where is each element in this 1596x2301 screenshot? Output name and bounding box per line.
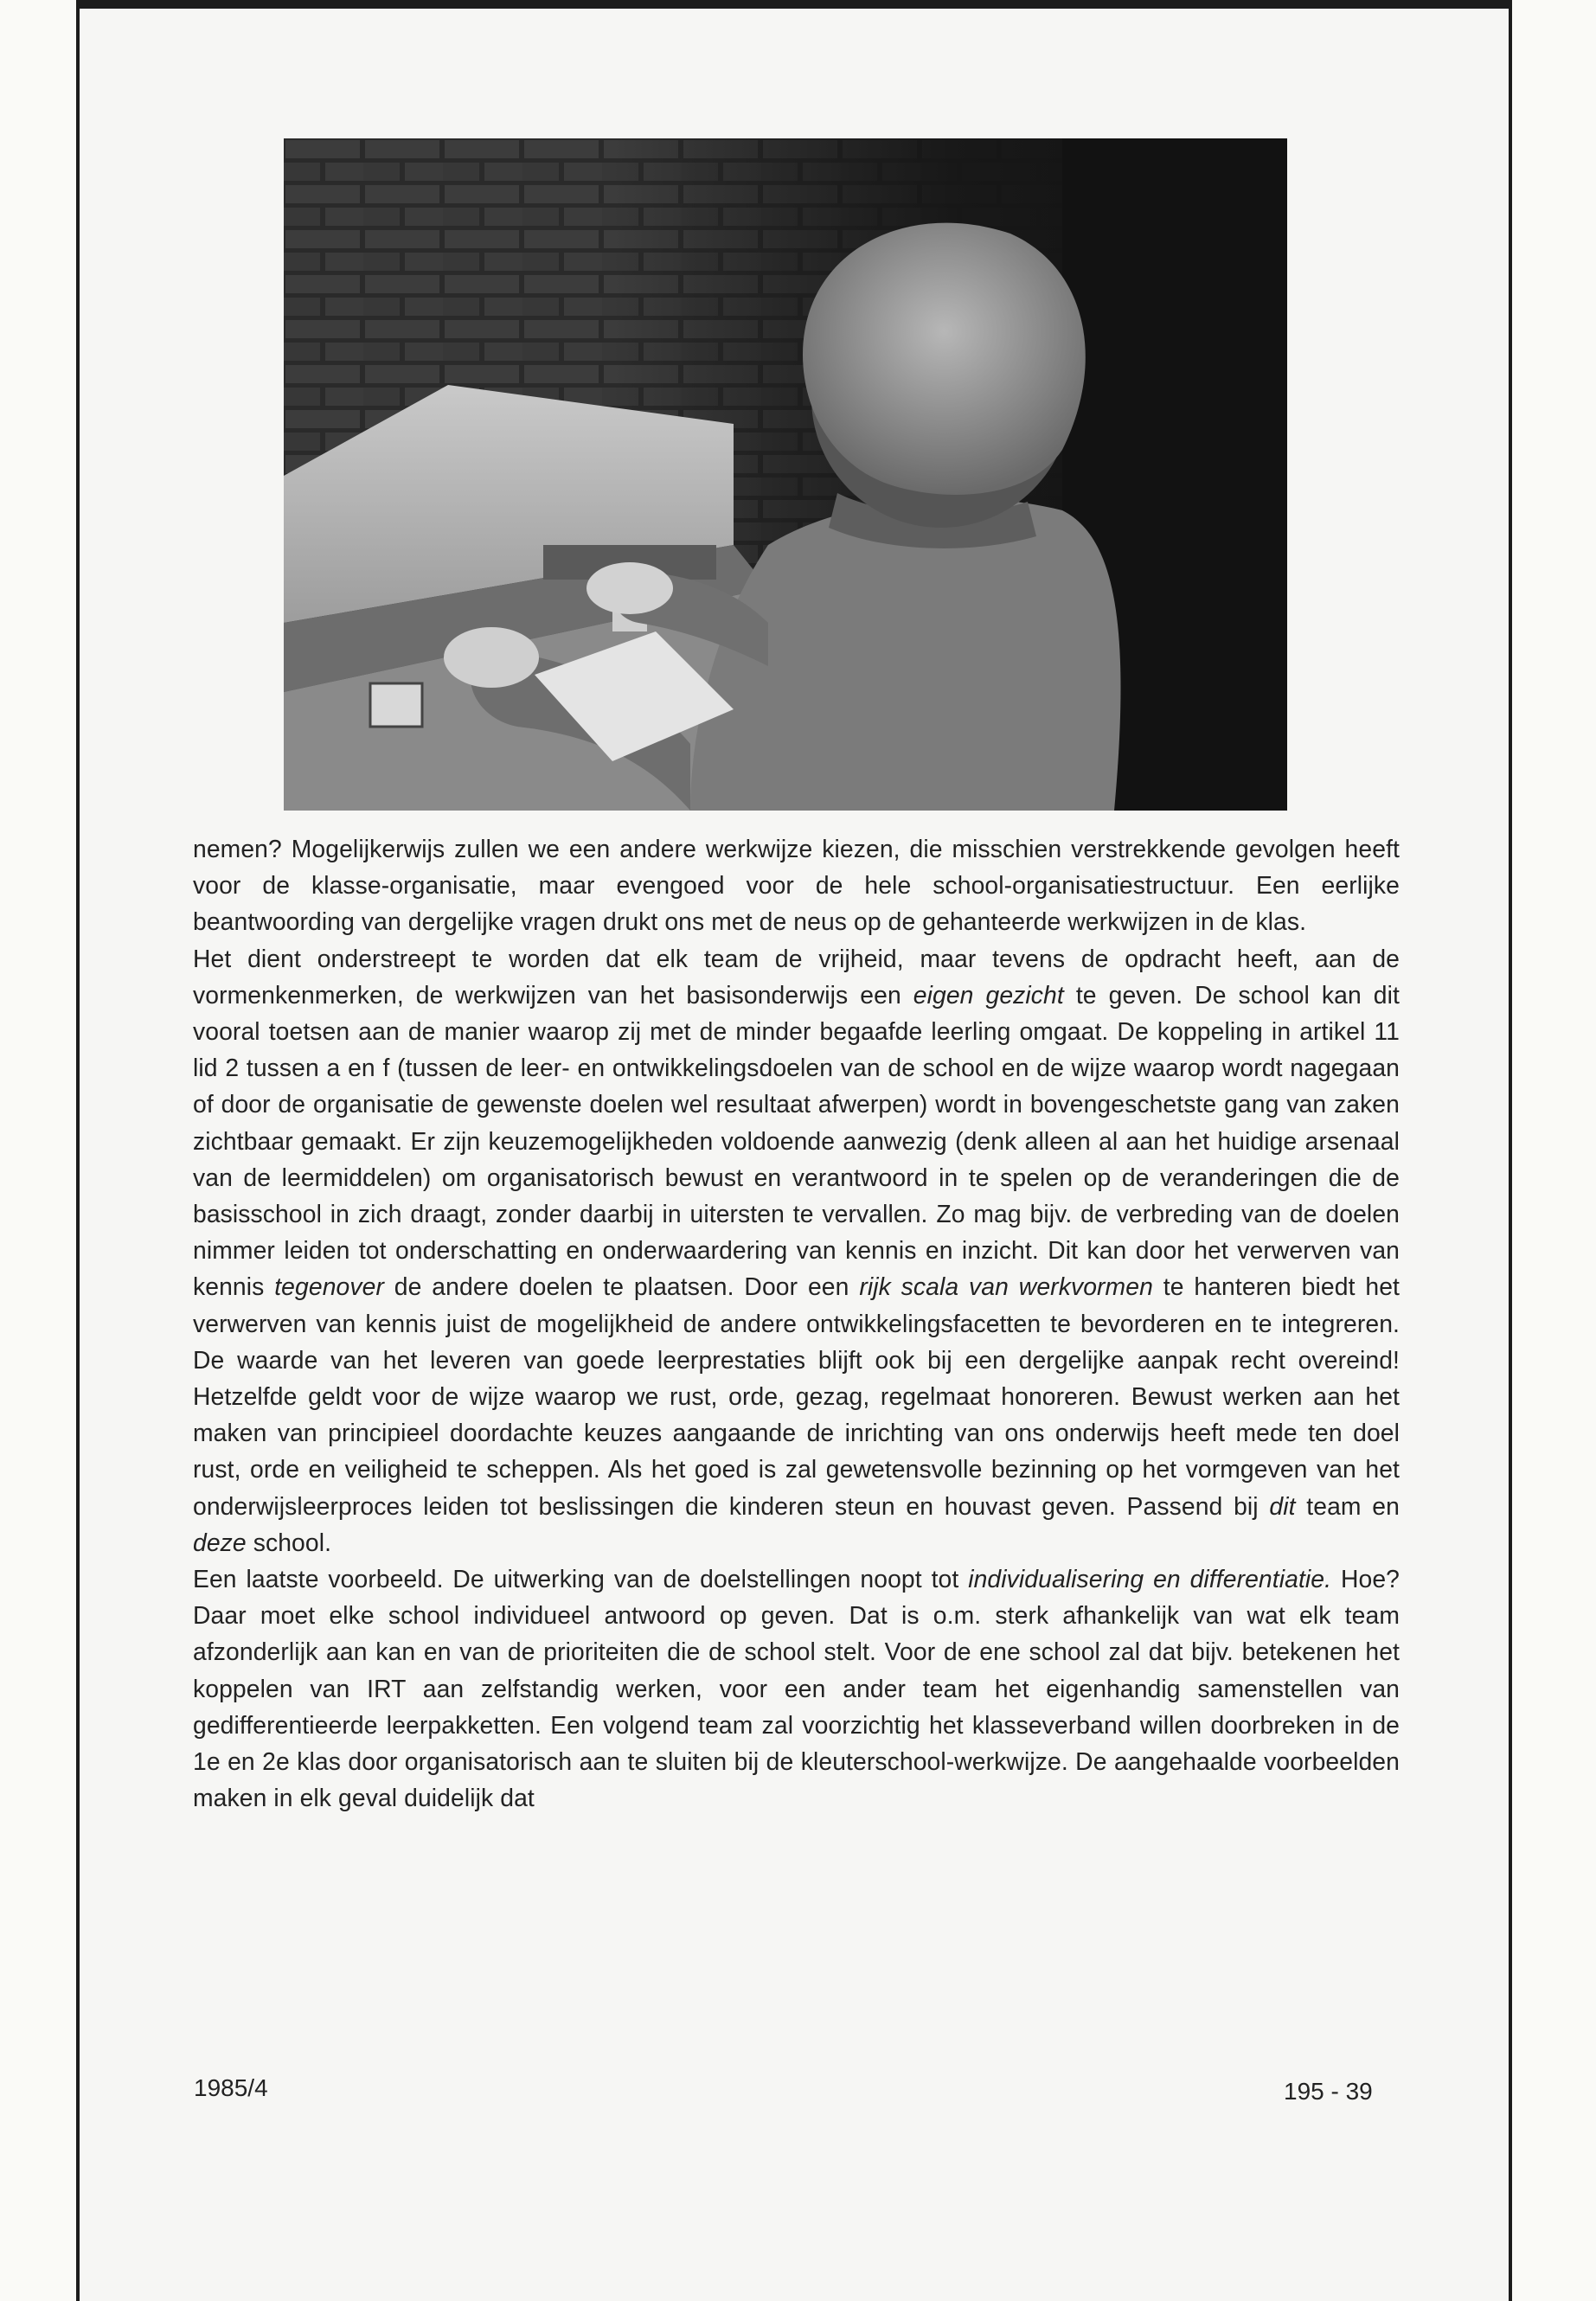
page-number: 195 - 39 (1284, 2078, 1373, 2105)
paragraph: Het dient onderstreept te worden dat elk team de vrijheid, maar tevens de opdracht heeft, aan de vormenkenmerken, de werkwijzen van het basisonderwijs een eigen gezicht te geven. De school kan dit vooral toetsen aan de manier waarop zij met de minder begaafde leerling omgaat. De koppeling in artikel 11 lid 2 tussen a en f (tussen de leer- en ontwikkelingsdoelen van de school en de wijze waarop wordt nagegaan of door de organisatie de gewenste doelen wel resultaat afwerpen) wordt in bovengeschetste gang van zaken zichtbaar gemaakt. Er zijn keuzemogelijkheden voldoende aanwezig (denk alleen al aan het huidige arsenaal van de leermiddelen) om organisatorisch bewust en verantwoord in te spelen op de veranderingen die de basisschool in zich draagt, zonder daarbij in uitersten te vervallen. Zo mag bijv. de verbreding van de doelen nimmer leiden tot onderschatting en onderwaardering van kennis en inzicht. Dit kan door het verwerven van kennis tegenover de andere doelen te plaatsen. Door een rijk scala van werkvormen te hanteren biedt het verwerven van kennis juist de mogelijkheid de andere ontwikkelingsfacetten te bevorderen en te integreren. De waarde van het leveren van goede leerprestaties blijft ook bij een dergelijke aanpak recht overeind! Hetzelfde geldt voor de wijze waarop we rust, orde, gezag, regelmaat honoreren. Bewust werken aan het maken van principieel doordachte keuzes aangaande de inrichting van ons onderwijs heeft mede ten doel rust, orde en veiligheid te scheppen. Als het goed is zal gewetensvolle bezinning op het vormgeven van het onderwijsleerproces leiden tot beslissingen die kinderen steun en houvast geven. Passend bij dit team en deze school. (193, 944, 1400, 1556)
article-body (193, 830, 1400, 1816)
issue-number: 1985/4 (194, 2074, 268, 2101)
photo-illustration (284, 138, 1287, 811)
scan-left-edge (76, 0, 80, 2301)
photo-student-at-equipment (284, 138, 1287, 811)
page (76, 0, 1512, 2301)
paragraph: nemen? Mogelijkerwijs zullen we een andere werkwijze kiezen, die misschien verstrekkende gevolgen heeft voor de klasse-organisatie, maar evengoed voor de hele school-organisatiestructuur. Een eerlijke beantwoording van dergelijke vragen drukt ons met de neus op de gehanteerde werkwijzen in de klas. (193, 835, 1400, 936)
paragraph: Een laatste voorbeeld. De uitwerking van de doelstellingen noopt tot individualisering en differentiatie. Hoe? Daar moet elke school individueel antwoord op geven. Dat is o.m. sterk afhankelijk van wat elk team afzonderlijk aan kan en van de prioriteiten die de school stelt. Voor de ene school zal dat bijv. betekenen het koppelen van IRT aan zelfstandig werken, voor een ander team het eigenhandig samenstellen van gedifferentieerde leerpakketten. Een volgend team zal voorzichtig het klasseverband willen doorbreken in de 1e en 2e klas door organisatorisch aan te sluiten bij de kleuterschool-werkwijze. De aangehaalde voorbeelden maken in elk geval duidelijk dat (193, 1565, 1400, 1812)
scan-right-edge (1509, 0, 1512, 2301)
scan-top-edge (76, 0, 1512, 9)
